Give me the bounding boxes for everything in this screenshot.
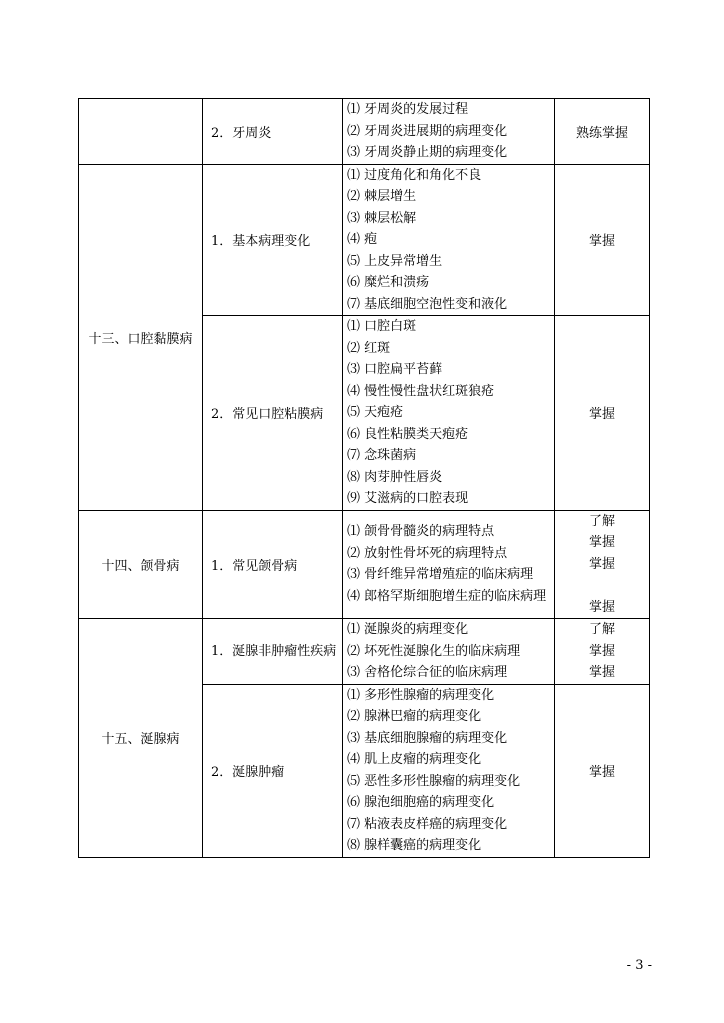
point-item: ⑵ 腺淋巴瘤的病理变化 xyxy=(347,709,482,724)
unit-cell xyxy=(79,99,203,165)
syllabus-table xyxy=(78,98,650,858)
point-item: ⑺ 基底细胞空泡性变和液化 xyxy=(347,296,508,312)
unit-cell: 十五、涎腺病 xyxy=(79,619,203,858)
point-item: ⑸ 上皮异常增生 xyxy=(347,253,443,269)
unit-cell: 十三、口腔黏膜病 xyxy=(79,164,203,510)
table-row xyxy=(79,164,650,316)
point-item: ⑵ 红斑 xyxy=(347,340,391,356)
point-item: ⑻ 肉芽肿性唇炎 xyxy=(347,469,443,485)
requirement-cell: 掌握 xyxy=(555,684,650,857)
points-cell xyxy=(343,164,555,316)
point-item: ⑷ 肌上皮瘤的病理变化 xyxy=(347,752,482,767)
point-item: ⑻ 腺样囊癌的病理变化 xyxy=(347,838,482,853)
point-item: ⑶ 牙周炎静止期的病理变化 xyxy=(347,145,508,160)
points-cell xyxy=(343,99,555,165)
requirement-cell xyxy=(555,510,650,619)
point-item: ⑴ 过度角化和角化不良 xyxy=(347,167,482,183)
requirement-item: 了解 xyxy=(588,622,615,637)
points-cell xyxy=(343,619,555,685)
point-item: ⑶ 棘层松解 xyxy=(347,210,417,226)
point-item: ⑵ 坏死性涎腺化生的临床病理 xyxy=(347,643,521,659)
point-item: ⑺ 念珠菌病 xyxy=(347,448,417,463)
point-item: ⑹ 良性粘膜类天疱疮 xyxy=(347,426,469,442)
point-item: ⑶ 舍格伦综合征的临床病理 xyxy=(347,665,508,680)
table-row xyxy=(79,99,650,165)
requirement-cell: 掌握 xyxy=(555,164,650,316)
point-item: ⑷ 慢性慢性盘状红斑狼疮 xyxy=(347,383,495,399)
point-item: ⑹ 腺泡细胞癌的病理变化 xyxy=(347,795,495,810)
point-item: ⑴ 涎腺炎的病理变化 xyxy=(347,622,469,637)
point-item: ⑵ 放射性骨坏死的病理特点 xyxy=(347,545,508,561)
table-row xyxy=(79,510,650,619)
points-cell xyxy=(343,316,555,511)
requirement-cell xyxy=(555,619,650,685)
point-item: ⑸ 恶性多形性腺瘤的病理变化 xyxy=(347,773,521,789)
requirement-item: 掌握 xyxy=(588,599,615,615)
point-item: ⑴ 颌骨骨髓炎的病理特点 xyxy=(347,524,495,540)
requirement-item: 掌握 xyxy=(588,665,615,680)
subunit-cell: 1．涎腺非肿瘤性疾病 xyxy=(203,619,343,685)
points-cell xyxy=(343,510,555,619)
point-item: ⑵ 牙周炎进展期的病理变化 xyxy=(347,123,508,139)
point-item: ⑷ 郎格罕斯细胞增生症的临床病理 xyxy=(347,588,547,604)
point-item: ⑶ 口腔扁平苔藓 xyxy=(347,362,443,377)
requirement-item: 掌握 xyxy=(588,643,615,659)
subunit-cell: 1．基本病理变化 xyxy=(203,164,343,316)
subunit-cell: 2．牙周炎 xyxy=(203,99,343,165)
points-cell xyxy=(343,684,555,857)
point-item: ⑹ 糜烂和溃疡 xyxy=(347,275,430,290)
requirement-item: 掌握 xyxy=(588,556,615,572)
point-item: ⑵ 棘层增生 xyxy=(347,189,417,204)
unit-cell: 十四、颌骨病 xyxy=(79,510,203,619)
table-row xyxy=(79,619,650,685)
requirement-cell: 掌握 xyxy=(555,316,650,511)
subunit-cell: 1．常见颌骨病 xyxy=(203,510,343,619)
page-number: - 3 - xyxy=(626,958,652,973)
point-item: ⑶ 骨纤维异常增殖症的临床病理 xyxy=(347,567,534,583)
requirement-item: 了解 xyxy=(588,513,615,529)
subunit-cell: 2．常见口腔粘膜病 xyxy=(203,316,343,511)
point-item: ⑴ 口腔白斑 xyxy=(347,319,417,334)
requirement-cell: 熟练掌握 xyxy=(555,99,650,165)
point-item: ⑼ 艾滋病的口腔表现 xyxy=(347,491,469,506)
point-item: ⑴ 多形性腺瘤的病理变化 xyxy=(347,687,495,703)
point-item: ⑺ 粘液表皮样癌的病理变化 xyxy=(347,816,508,832)
point-item: ⑴ 牙周炎的发展过程 xyxy=(347,102,469,117)
point-item: ⑷ 疱 xyxy=(347,232,378,247)
requirement-item: 掌握 xyxy=(588,535,615,550)
point-item: ⑸ 天疱疮 xyxy=(347,405,404,420)
subunit-cell: 2．涎腺肿瘤 xyxy=(203,684,343,857)
point-item: ⑶ 基底细胞腺瘤的病理变化 xyxy=(347,730,508,746)
